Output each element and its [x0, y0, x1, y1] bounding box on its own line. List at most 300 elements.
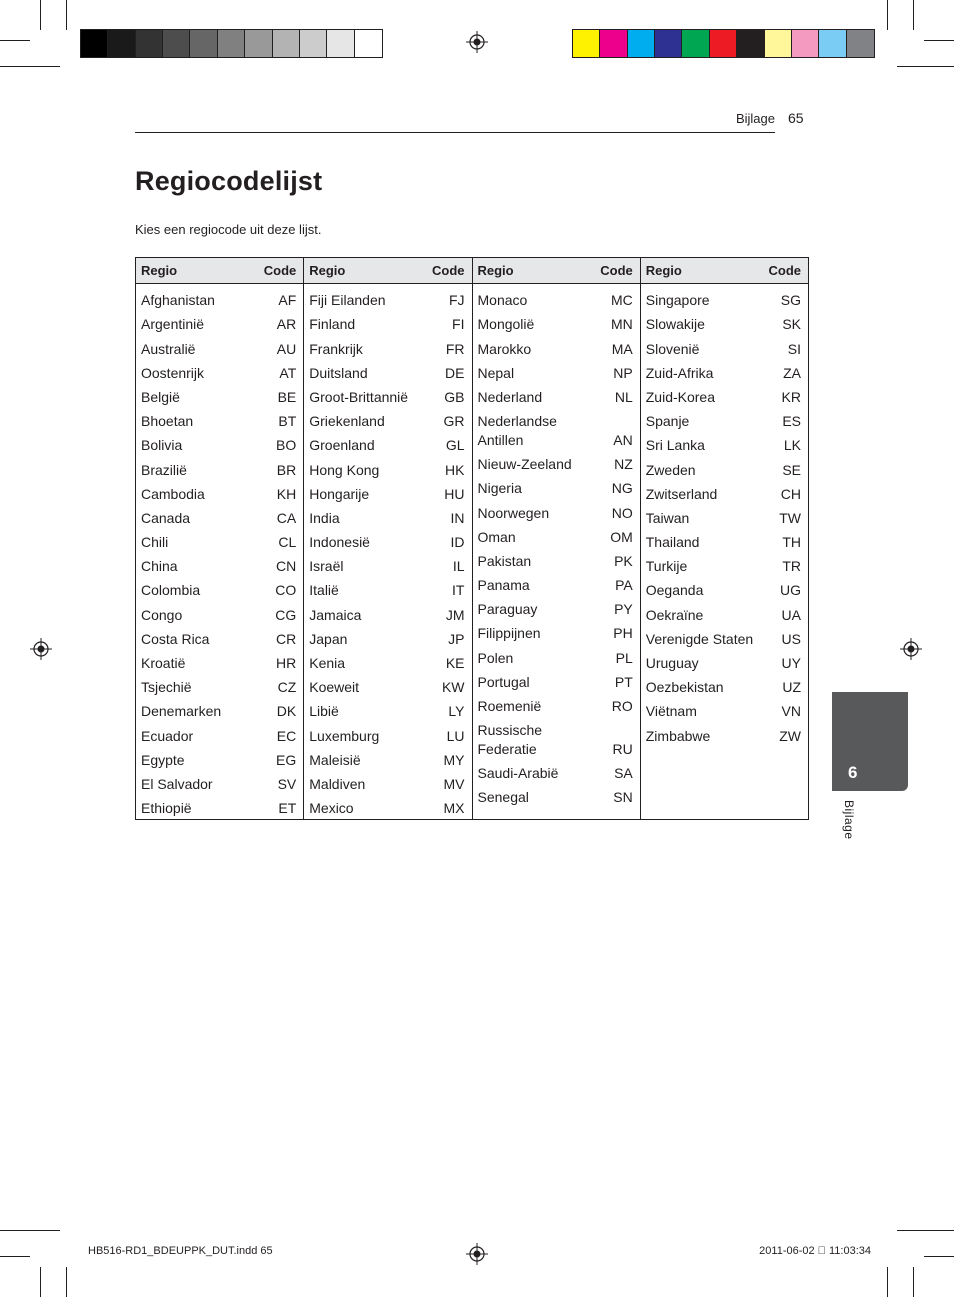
table-row	[141, 673, 296, 697]
region-name: Duitsland	[309, 364, 368, 381]
crop-mark	[40, 0, 41, 30]
chapter-label: Bijlage	[842, 800, 856, 840]
gray-swatch	[163, 30, 190, 57]
region-name: India	[309, 509, 340, 526]
region-code: CH	[780, 485, 801, 502]
region-name: Ecuador	[141, 727, 194, 744]
color-swatch	[655, 30, 682, 57]
region-code: OM	[610, 528, 633, 545]
gray-swatch	[355, 30, 382, 57]
gray-swatch	[245, 30, 272, 57]
region-code: MC	[610, 292, 633, 309]
color-swatch	[765, 30, 792, 57]
table-row	[646, 480, 801, 504]
region-name: Koeweit	[309, 679, 360, 696]
table-row	[478, 359, 633, 383]
region-code: SA	[614, 765, 633, 782]
region-code: JM	[445, 606, 465, 623]
region-name: Groenland	[309, 437, 375, 454]
region-name: Nigeria	[477, 480, 522, 497]
region-name: Noorwegen	[477, 504, 550, 521]
region-name: Japan	[309, 630, 348, 647]
region-code: FR	[445, 340, 465, 357]
region-code: PT	[614, 673, 633, 690]
region-name: Groot-Brittannië	[309, 388, 409, 405]
region-name: Polen	[477, 649, 514, 666]
region-code: KW	[441, 679, 465, 696]
region-name: Slowakije	[645, 316, 705, 333]
table-row	[141, 383, 296, 407]
table-row	[141, 697, 296, 721]
page-number: 65	[788, 110, 804, 126]
table-row	[309, 552, 464, 576]
table-row	[478, 643, 633, 667]
table-row	[141, 431, 296, 455]
table-row	[646, 334, 801, 358]
color-calibration-bar	[572, 29, 875, 58]
table-row	[478, 498, 633, 522]
table-row	[646, 576, 801, 600]
footer-timestamp: 2011-06-02   11:03:34	[759, 1245, 871, 1257]
table-row	[309, 431, 464, 455]
crop-mark	[887, 0, 888, 30]
table-row	[478, 619, 633, 643]
table-row	[478, 474, 633, 498]
region-code: AR	[276, 316, 297, 333]
region-name: Egypte	[141, 751, 185, 768]
table-row	[646, 697, 801, 721]
gray-swatch	[108, 30, 135, 57]
gray-swatch	[81, 30, 108, 57]
color-swatch	[847, 30, 874, 57]
table-row	[478, 716, 633, 759]
intro-text: Kies een regiocode uit deze lijst.	[135, 222, 322, 237]
region-name: Bolivia	[141, 437, 183, 454]
table-row	[309, 359, 464, 383]
region-code: UG	[780, 582, 801, 599]
header-code: Code	[600, 263, 633, 278]
table-row	[309, 697, 464, 721]
crop-mark	[0, 40, 30, 41]
region-code: UA	[781, 606, 801, 623]
region-code: BR	[276, 461, 297, 478]
table-column	[136, 258, 304, 819]
region-name: Pakistan	[477, 552, 532, 569]
table-row	[478, 310, 633, 334]
registration-mark-icon	[30, 638, 52, 660]
region-name: Jamaica	[309, 606, 362, 623]
table-row	[478, 286, 633, 310]
table-row	[646, 359, 801, 383]
region-name: El Salvador	[141, 775, 213, 792]
table-row	[309, 625, 464, 649]
table-row	[646, 383, 801, 407]
region-code: UY	[781, 655, 801, 671]
region-code: CG	[275, 606, 297, 623]
table-header	[304, 258, 471, 284]
region-code: NZ	[614, 456, 633, 473]
region-name: Bhoetan	[141, 413, 194, 430]
region-code: NL	[614, 388, 633, 405]
gray-swatch	[327, 30, 354, 57]
region-name: Denemarken	[141, 703, 222, 720]
region-code: GL	[445, 437, 465, 454]
region-code: MV	[443, 775, 465, 792]
region-name: Fiji Eilanden	[309, 292, 386, 309]
crop-mark	[66, 1267, 67, 1297]
region-code: SV	[277, 775, 297, 792]
region-code: ZW	[779, 727, 801, 744]
region-name: Marokko	[477, 340, 532, 357]
header-code: Code	[768, 263, 801, 278]
region-code: ID	[450, 534, 465, 551]
region-name: Libië	[309, 703, 339, 720]
header-regio: Regio	[309, 263, 346, 278]
region-code: CZ	[277, 679, 297, 696]
region-code: HK	[445, 461, 465, 478]
region-name: België	[141, 388, 180, 405]
region-name: Zwitserland	[645, 485, 718, 502]
region-name: Oman	[477, 528, 516, 545]
gray-swatch	[190, 30, 217, 57]
color-swatch	[628, 30, 655, 57]
region-code: IN	[450, 509, 465, 526]
crop-mark	[0, 1230, 60, 1231]
region-code: HR	[276, 655, 297, 671]
crop-mark	[897, 1230, 954, 1231]
table-row	[309, 455, 464, 479]
region-name: Frankrijk	[309, 340, 363, 357]
table-row	[646, 625, 801, 649]
region-name: Griekenland	[309, 413, 385, 430]
chapter-number: 6	[848, 763, 858, 782]
crop-mark	[913, 0, 914, 30]
table-row	[478, 450, 633, 474]
region-name: Kroatië	[141, 655, 186, 671]
table-row	[141, 600, 296, 624]
region-code: FJ	[448, 292, 465, 309]
region-code: PK	[614, 552, 633, 569]
region-code: PY	[614, 601, 633, 618]
region-code: CO	[275, 582, 297, 599]
region-code: MN	[610, 316, 633, 333]
gray-swatch	[273, 30, 300, 57]
region-code: DK	[276, 703, 297, 720]
color-swatch	[710, 30, 737, 57]
crop-mark	[0, 1256, 30, 1257]
region-code: PL	[615, 649, 633, 666]
region-name: Senegal	[477, 789, 529, 806]
region-name: Panama	[477, 577, 530, 594]
table-row	[478, 595, 633, 619]
table-row	[646, 721, 801, 745]
grayscale-calibration-bar	[80, 29, 383, 58]
region-code: AT	[279, 364, 297, 381]
region-name: Roemenië	[477, 698, 542, 714]
table-row	[309, 504, 464, 528]
region-code: SN	[613, 789, 633, 806]
region-code: CA	[276, 509, 297, 526]
region-code: NO	[611, 504, 633, 521]
table-row	[646, 431, 801, 455]
table-row	[309, 649, 464, 673]
region-name: Chili	[141, 534, 169, 551]
gray-swatch	[218, 30, 245, 57]
region-name: Afghanistan	[141, 292, 215, 309]
region-code: BO	[276, 437, 297, 454]
color-swatch	[737, 30, 764, 57]
region-code: LY	[448, 703, 465, 720]
region-name: Nieuw-Zeeland	[477, 456, 572, 473]
table-row	[478, 523, 633, 547]
table-row	[141, 504, 296, 528]
gray-swatch	[136, 30, 163, 57]
header-regio: Regio	[141, 263, 178, 278]
region-name: Ethiopië	[141, 800, 192, 817]
color-swatch	[682, 30, 709, 57]
color-swatch	[600, 30, 627, 57]
table-row	[141, 649, 296, 673]
region-code: AU	[276, 340, 297, 357]
table-row	[646, 286, 801, 310]
region-name: Nepal	[477, 364, 515, 381]
region-code: VN	[781, 703, 801, 720]
region-name: Kenia	[309, 655, 346, 671]
table-row	[478, 759, 633, 783]
table-row	[141, 480, 296, 504]
table-header	[473, 258, 640, 284]
table-row	[141, 552, 296, 576]
region-name: Slovenië	[645, 340, 700, 357]
table-row	[141, 528, 296, 552]
region-name: Hong Kong	[309, 461, 380, 478]
region-name: Italië	[309, 582, 339, 599]
region-code: EG	[276, 751, 297, 768]
region-code: PH	[613, 625, 633, 642]
registration-mark-icon	[466, 1243, 488, 1265]
region-code: ES	[782, 413, 801, 430]
region-name: Hongarije	[309, 485, 370, 502]
region-code: TR	[782, 558, 801, 575]
table-row	[309, 770, 464, 794]
region-code: US	[781, 630, 801, 647]
table-row	[478, 383, 633, 407]
region-name: Viëtnam	[645, 703, 697, 720]
registration-mark-icon	[466, 31, 488, 53]
region-name: Zuid-Korea	[645, 388, 716, 405]
region-name: Maldiven	[309, 775, 366, 792]
region-code: CR	[276, 630, 297, 647]
region-name: Zimbabwe	[645, 727, 711, 744]
table-row	[309, 673, 464, 697]
region-code: LU	[446, 727, 465, 744]
table-header	[136, 258, 303, 284]
header-rule	[135, 132, 775, 133]
region-code: KH	[276, 485, 297, 502]
region-name: Thailand	[645, 534, 700, 551]
color-swatch	[573, 30, 600, 57]
header-regio: Regio	[477, 263, 514, 278]
crop-mark	[924, 1256, 954, 1257]
region-name: Zweden	[645, 461, 696, 478]
table-row	[309, 576, 464, 600]
table-row	[141, 334, 296, 358]
section-name: Bijlage	[735, 111, 775, 126]
table-row	[478, 571, 633, 595]
region-code: MY	[443, 751, 465, 768]
region-name: Saudi-Arabië	[477, 765, 559, 782]
region-code: ET	[278, 800, 297, 817]
region-code: GR	[443, 413, 465, 430]
table-row	[141, 721, 296, 745]
region-name: Spanje	[645, 413, 690, 430]
region-name: Verenigde Staten	[645, 630, 754, 647]
region-name: Filippijnen	[477, 625, 541, 642]
region-code: KR	[781, 388, 801, 405]
crop-mark	[66, 0, 67, 30]
region-code: SG	[780, 292, 801, 309]
table-row	[478, 334, 633, 358]
region-name: China	[141, 558, 178, 575]
region-code: RO	[611, 698, 633, 714]
table-row	[141, 794, 296, 818]
region-name: Colombia	[141, 582, 201, 599]
region-code: TH	[782, 534, 801, 551]
table-row	[141, 746, 296, 770]
region-name: Costa Rica	[141, 630, 210, 647]
table-row	[478, 547, 633, 571]
region-code: PA	[615, 577, 633, 594]
table-row	[646, 407, 801, 431]
region-code: BT	[278, 413, 297, 430]
region-code: UZ	[782, 679, 801, 696]
table-row	[141, 359, 296, 383]
region-name: Oezbekistan	[645, 679, 724, 696]
table-row	[646, 673, 801, 697]
color-swatch	[792, 30, 819, 57]
table-row	[478, 692, 633, 716]
table-row	[309, 600, 464, 624]
table-row	[646, 455, 801, 479]
table-row	[141, 407, 296, 431]
crop-mark	[913, 1267, 914, 1297]
region-name: Zuid-Afrika	[645, 364, 714, 381]
region-name: Finland	[309, 316, 356, 333]
region-code: DE	[445, 364, 465, 381]
region-code: CL	[278, 534, 297, 551]
region-name: Indonesië	[309, 534, 370, 551]
table-row	[309, 407, 464, 431]
header-regio: Regio	[645, 263, 682, 278]
table-header	[641, 258, 808, 284]
region-name: Congo	[141, 606, 183, 623]
region-code: CN	[276, 558, 297, 575]
region-name: Tsjechië	[141, 679, 192, 696]
registration-mark-icon	[900, 638, 922, 660]
table-row	[309, 528, 464, 552]
table-row	[646, 649, 801, 673]
region-code: IT	[452, 582, 465, 599]
header-code: Code	[263, 263, 297, 278]
table-row	[309, 334, 464, 358]
table-row	[309, 310, 464, 334]
region-name: Singapore	[645, 292, 710, 309]
region-name: Maleisië	[309, 751, 361, 768]
table-row	[141, 310, 296, 334]
footer-filename: HB516-RD1_BDEUPPK_DUT.indd 65	[88, 1245, 273, 1257]
crop-mark	[897, 66, 954, 67]
region-name: Uruguay	[645, 655, 699, 671]
crop-mark	[40, 1267, 41, 1297]
region-code: GB	[444, 388, 465, 405]
region-code: AN	[613, 431, 633, 448]
page-title: Regiocodelijst	[135, 166, 323, 196]
region-code: ZA	[783, 364, 801, 381]
table-row	[141, 576, 296, 600]
region-name: Sri Lanka	[645, 437, 705, 454]
crop-mark	[924, 40, 954, 41]
table-row	[309, 383, 464, 407]
table-row	[646, 310, 801, 334]
region-code: AF	[278, 292, 297, 309]
region-code: RU	[612, 741, 633, 757]
table-row	[646, 552, 801, 576]
table-column	[304, 258, 472, 819]
table-row	[141, 625, 296, 649]
region-code: NG	[611, 480, 633, 497]
region-name: Australië	[141, 340, 196, 357]
region-name: Oeganda	[645, 582, 704, 599]
table-row	[309, 794, 464, 818]
crop-mark	[887, 1267, 888, 1297]
region-code: JP	[448, 630, 465, 647]
gray-swatch	[300, 30, 327, 57]
crop-mark	[0, 66, 60, 67]
header-code: Code	[432, 263, 465, 278]
region-code: MA	[611, 340, 633, 357]
table-row	[646, 528, 801, 552]
region-name: Russische Federatie	[477, 722, 543, 757]
region-name: Mexico	[309, 800, 354, 817]
region-name: Taiwan	[645, 509, 690, 526]
region-name: Oekraïne	[645, 606, 704, 623]
region-name: Mongolië	[477, 316, 535, 333]
table-row	[309, 746, 464, 770]
region-name: Portugal	[477, 673, 530, 690]
region-name: Oostenrijk	[141, 364, 205, 381]
region-name: Nederland	[477, 388, 543, 405]
region-code: LK	[783, 437, 801, 454]
region-name: Brazilië	[141, 461, 187, 478]
table-row	[309, 286, 464, 310]
region-code: FI	[452, 316, 465, 333]
region-name: Luxemburg	[309, 727, 380, 744]
region-code: SE	[782, 461, 801, 478]
table-row	[478, 668, 633, 692]
region-code: BE	[277, 388, 297, 405]
table-row	[309, 721, 464, 745]
region-code: NP	[613, 364, 633, 381]
region-name: Paraguay	[477, 601, 538, 618]
region-code: KE	[445, 655, 465, 671]
region-code: EC	[276, 727, 297, 744]
chapter-tab	[832, 692, 908, 791]
region-name: Cambodia	[141, 485, 205, 502]
region-code: TW	[779, 509, 801, 526]
region-code: IL	[452, 558, 465, 575]
color-swatch	[819, 30, 846, 57]
region-name: Monaco	[477, 292, 528, 309]
